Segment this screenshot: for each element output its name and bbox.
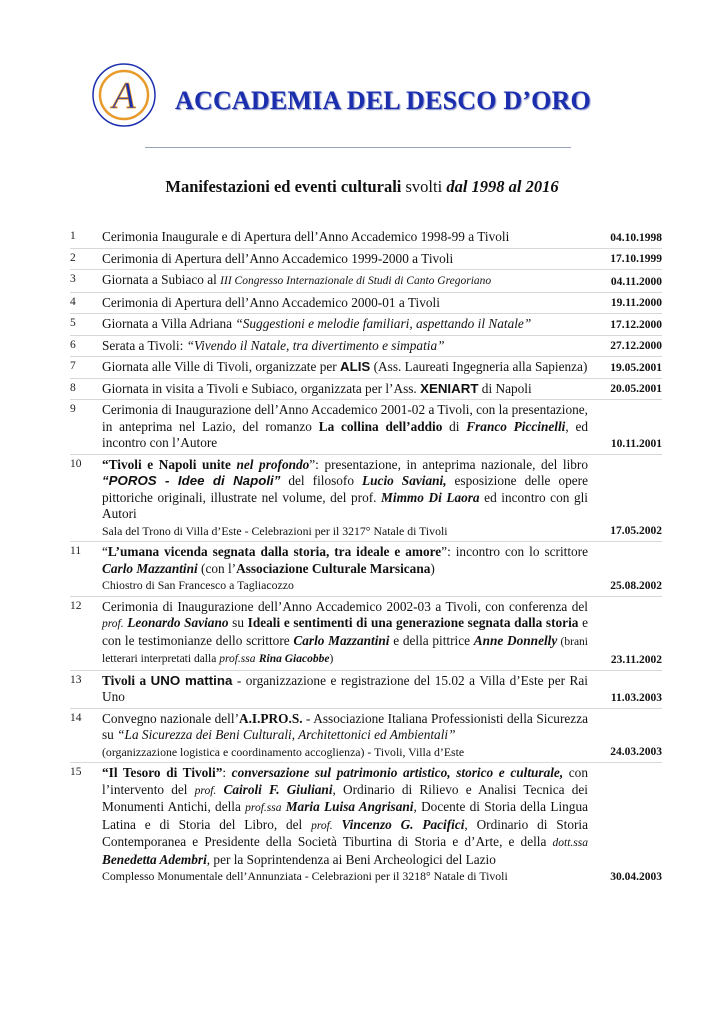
event-number: 1 — [70, 230, 76, 242]
event-number: 2 — [70, 251, 76, 264]
event-number: 15 — [70, 766, 82, 778]
event-description: “Il Tesoro di Tivoli”: conversazione sul patrimonio artistico, storico e culturale, con l’intervento del prof. Cairoli F. Giuliani, Ordinario di Rilievo e Analisi Tecnica dei Monumenti Antichi, della prof.ssa Maria Luisa Angrisani, Docente di Storia della Lingua Latina e di Storia del Libro, del prof. Vincenzo G. Pacifici, Ordinario di Storia Contemporanea e Presidente della Società Tiburtina di Storia e d’Arte, e della dott.ssa Benedetta Adembri, per la Soprintendenza ai Beni Archeologici del Lazio Complesso Monumentale dell’Annunziata - Celebrazioni per il 3218° Natale di Tivoli — [102, 765, 589, 883]
event-date: 10.11.2001 — [610, 437, 662, 450]
event-date: 30.04.2003 — [610, 870, 662, 883]
event-date: 25.08.2002 — [610, 579, 662, 592]
event-row — [70, 542, 662, 597]
event-description: Giornata in visita a Tivoli e Subiaco, organizzata per l’Ass. XENIART di Napoli — [102, 380, 532, 396]
event-date: 04.11.2000 — [610, 275, 662, 288]
event-number: 3 — [70, 273, 76, 285]
event-row — [70, 293, 662, 315]
event-row — [70, 270, 662, 293]
event-number: 8 — [70, 381, 76, 394]
event-row — [70, 336, 662, 358]
event-date: 17.05.2002 — [610, 525, 662, 537]
event-date: 17.12.2000 — [610, 318, 662, 331]
event-date: 17.10.1999 — [610, 253, 662, 265]
event-date: 27.12.2000 — [610, 340, 662, 352]
event-row — [70, 455, 662, 543]
event-number: 4 — [70, 295, 76, 308]
event-row — [70, 763, 662, 887]
event-row — [70, 709, 662, 764]
event-date: 19.05.2001 — [610, 361, 662, 374]
event-description: Tivoli a UNO mattina - organizzazione e registrazione del 15.02 a Villa d’Este per Rai Uno — [102, 672, 588, 704]
event-description: Cerimonia di Apertura dell’Anno Accademico 2000-01 a Tivoli — [102, 294, 440, 310]
event-row — [70, 400, 662, 455]
event-row — [70, 357, 662, 379]
event-row — [70, 597, 662, 671]
event-description: Giornata a Villa Adriana “Suggestioni e melodie familiari, aspettando il Natale” — [102, 316, 532, 331]
event-description: Giornata a Subiaco al III Congresso Internazionale di Studi di Canto Gregoriano — [102, 272, 492, 287]
event-row — [70, 379, 662, 401]
header-divider — [145, 147, 571, 148]
event-date: 23.11.2002 — [610, 653, 662, 666]
event-row — [70, 227, 662, 249]
event-number: 6 — [70, 338, 76, 351]
event-date: 11.03.2003 — [610, 691, 662, 704]
event-number: 7 — [70, 360, 76, 372]
event-row — [70, 314, 662, 336]
event-venue: Sala del Trono di Villa d’Este - Celebrazioni per il 3217° Natale di Tivoli — [102, 523, 448, 538]
event-date: 24.03.2003 — [610, 746, 662, 758]
events-list — [70, 227, 662, 887]
event-description: “Tivoli e Napoli unite nel profondo”: presentazione, in anteprima nazionale, del libro “POROS - Idee di Napoli” del filosofo Lucio Saviani, esposizione delle opere pittoriche originali, illustrate nel volume, del prof. Mimmo Di Laora ed incontro con gli Autori Sala del Trono di Villa d’Este - Celebrazioni per il 3217° Natale di Tivoli — [102, 456, 588, 538]
event-description: Cerimonia di Inaugurazione dell’Anno Accademico 2002-03 a Tivoli, con conferenza del prof. Leonardo Saviano su Ideali e sentimenti di una generazione segnata dalla storia e con le testimonianze dello scrittore Carlo Mazzantini e della pittrice Anne Donnelly (brani letterari interpretati dalla prof.ssa Rina Giacobbe) — [102, 598, 589, 665]
page-title: Manifestazioni ed eventi culturali svolti dal 1998 al 2016 — [165, 177, 559, 196]
event-description: “L’umana vicenda segnata dalla storia, tra ideale e amore”: incontro con lo scrittore Carlo Mazzantini (con l’Associazione Culturale Marsicana) Chiostro di San Francesco a Tagliacozzo — [102, 544, 589, 592]
event-description: Giornata alle Ville di Tivoli, organizzate per ALIS (Ass. Laureati Ingegneria alla Sapienza) — [102, 359, 588, 374]
academy-logo — [91, 62, 157, 128]
event-number: 5 — [70, 317, 76, 329]
event-number: 9 — [70, 403, 76, 415]
event-number: 11 — [70, 545, 82, 557]
event-number: 10 — [70, 457, 82, 470]
event-venue: (organizzazione logistica e coordinamento accoglienza) - Tivoli, Villa d’Este — [102, 744, 465, 759]
event-row — [70, 671, 662, 709]
event-row — [70, 249, 662, 271]
event-date: 20.05.2001 — [610, 383, 662, 395]
event-number: 14 — [70, 711, 82, 724]
event-description: Convegno nazionale dell’A.I.PRO.S. - Associazione Italiana Professionisti della Sicurezza su “La Sicurezza dei Beni Culturali, Architettonici ed Ambientali” (organizzazione logistica e coordinamento accoglienza) - Tivoli, Villa d’Este — [102, 710, 588, 759]
event-date: 19.11.2000 — [610, 297, 662, 309]
event-venue: Chiostro di San Francesco a Tagliacozzo — [102, 578, 294, 592]
organization-name: ACCADEMIA DEL DESCO D’ORO — [175, 86, 591, 115]
event-number: 13 — [70, 673, 82, 686]
event-venue: Complesso Monumentale dell’Annunziata - Celebrazioni per il 3218° Natale di Tivoli — [102, 869, 508, 883]
event-description: Cerimonia di Apertura dell’Anno Accademico 1999-2000 a Tivoli — [102, 250, 454, 266]
event-date: 04.10.1998 — [610, 231, 662, 244]
event-description: Cerimonia Inaugurale e di Apertura dell’Anno Accademico 1998-99 a Tivoli — [102, 229, 510, 244]
logo-letter: A — [112, 75, 136, 117]
event-description: Cerimonia di Inaugurazione dell’Anno Accademico 2001-02 a Tivoli, con la presentazione, in anteprima nel Lazio, del romanzo La collina dell’addio di Franco Piccinelli, ed incontro con l’Autore — [102, 402, 589, 450]
event-description: Serata a Tivoli: “Vivendo il Natale, tra divertimento e simpatia” — [102, 337, 445, 353]
event-number: 12 — [70, 599, 82, 612]
